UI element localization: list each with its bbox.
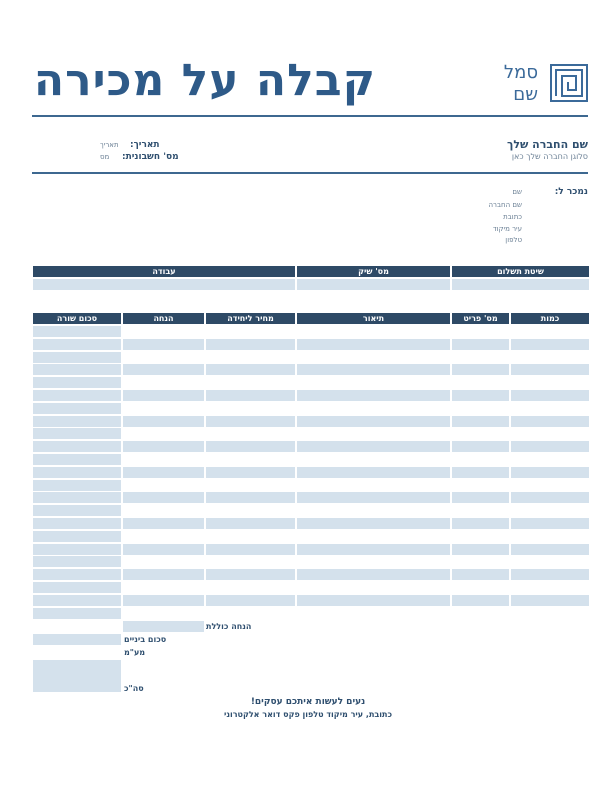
quantity-cell[interactable]: [511, 492, 589, 503]
line-total-cell[interactable]: [33, 582, 121, 593]
discount-cell[interactable]: [123, 390, 204, 401]
item-number-cell[interactable]: [452, 364, 509, 375]
description-cell[interactable]: [297, 339, 450, 350]
job-header: עבודה: [33, 266, 295, 277]
quantity-cell[interactable]: [511, 364, 589, 375]
line-total-cell[interactable]: [33, 608, 121, 619]
line-total-cell[interactable]: [33, 428, 121, 439]
description-cell[interactable]: [297, 569, 450, 580]
discount-header: הנחה: [123, 313, 204, 324]
description-cell[interactable]: [297, 390, 450, 401]
logo-line-1: סמל: [503, 62, 538, 83]
discount-cell[interactable]: [123, 416, 204, 427]
line-total-cell[interactable]: [33, 569, 121, 580]
maze-square-icon: [550, 64, 588, 102]
discount-cell[interactable]: [123, 518, 204, 529]
unit-price-header: מחיר ליחידה: [206, 313, 295, 324]
quantity-cell[interactable]: [511, 569, 589, 580]
item-number-header: מס' פריט: [452, 313, 509, 324]
date-value[interactable]: תאריך: [100, 141, 119, 149]
date-label: תאריך:: [130, 140, 160, 150]
line-total-cell[interactable]: [33, 467, 121, 478]
total-cell[interactable]: [33, 660, 121, 692]
job-cell[interactable]: [33, 279, 295, 290]
item-number-cell[interactable]: [452, 569, 509, 580]
unit-price-cell[interactable]: [206, 364, 295, 375]
description-cell[interactable]: [297, 595, 450, 606]
thank-you-message: נעים לעשות איתכם עסקים!: [250, 697, 366, 707]
unit-price-cell[interactable]: [206, 441, 295, 452]
sold-to-city-zip[interactable]: עיר מיקוד: [492, 225, 522, 233]
discount-cell[interactable]: [123, 441, 204, 452]
quantity-cell[interactable]: [511, 544, 589, 555]
quantity-cell[interactable]: [511, 390, 589, 401]
discount-cell[interactable]: [123, 492, 204, 503]
line-total-cell[interactable]: [33, 454, 121, 465]
sold-to-address[interactable]: כתובת: [503, 213, 522, 221]
unit-price-cell[interactable]: [206, 339, 295, 350]
line-total-cell[interactable]: [33, 492, 121, 503]
item-number-cell[interactable]: [452, 441, 509, 452]
logo-text: [504, 62, 538, 106]
description-cell[interactable]: [297, 441, 450, 452]
subtotal-cell[interactable]: [33, 634, 121, 645]
line-total-cell[interactable]: [33, 377, 121, 388]
discount-cell[interactable]: [123, 569, 204, 580]
total-discount-cell[interactable]: [123, 621, 204, 632]
item-number-cell[interactable]: [452, 416, 509, 427]
line-total-cell[interactable]: [33, 544, 121, 555]
description-cell[interactable]: [297, 544, 450, 555]
quantity-cell[interactable]: [511, 518, 589, 529]
total-label: סה"כ: [124, 684, 144, 693]
discount-cell[interactable]: [123, 467, 204, 478]
header-divider: [32, 115, 588, 117]
item-number-cell[interactable]: [452, 518, 509, 529]
line-total-cell[interactable]: [33, 403, 121, 414]
line-total-cell[interactable]: [33, 518, 121, 529]
payment-method-header: שיטת תשלום: [452, 266, 589, 277]
item-number-cell[interactable]: [452, 544, 509, 555]
quantity-cell[interactable]: [511, 441, 589, 452]
sold-to-name[interactable]: שם: [512, 188, 522, 196]
item-number-cell[interactable]: [452, 339, 509, 350]
unit-price-cell[interactable]: [206, 492, 295, 503]
description-header: תיאור: [297, 313, 450, 324]
description-cell[interactable]: [297, 518, 450, 529]
description-cell[interactable]: [297, 416, 450, 427]
discount-cell[interactable]: [123, 595, 204, 606]
discount-cell[interactable]: [123, 544, 204, 555]
quantity-cell[interactable]: [511, 467, 589, 478]
line-total-cell[interactable]: [33, 352, 121, 363]
quantity-cell[interactable]: [511, 339, 589, 350]
section-divider: [32, 172, 588, 174]
description-cell[interactable]: [297, 364, 450, 375]
line-total-cell[interactable]: [33, 595, 121, 606]
subtotal-label: סכום ביניים: [124, 635, 167, 644]
line-total-cell[interactable]: [33, 416, 121, 427]
quantity-cell[interactable]: [511, 416, 589, 427]
line-total-cell[interactable]: [33, 505, 121, 516]
description-cell[interactable]: [297, 492, 450, 503]
company-name: שם החברה שלך: [506, 138, 588, 151]
unit-price-cell[interactable]: [206, 467, 295, 478]
check-number-header: מס' שיק: [297, 266, 450, 277]
line-total-cell[interactable]: [33, 480, 121, 491]
line-total-cell[interactable]: [33, 556, 121, 567]
discount-cell[interactable]: [123, 364, 204, 375]
item-number-cell[interactable]: [452, 492, 509, 503]
check-number-cell[interactable]: [297, 279, 450, 290]
item-number-cell[interactable]: [452, 595, 509, 606]
line-total-header: סכום שורה: [33, 313, 121, 324]
payment-method-cell[interactable]: [452, 279, 589, 290]
page-title: קבלה על מכירה: [33, 55, 376, 106]
discount-cell[interactable]: [123, 339, 204, 350]
item-number-cell[interactable]: [452, 390, 509, 401]
footer-contact-info: כתובת, עיר מיקוד טלפון פקס דואר אלקטרוני: [223, 710, 393, 719]
line-total-cell[interactable]: [33, 339, 121, 350]
quantity-header: כמות: [511, 313, 589, 324]
item-number-cell[interactable]: [452, 467, 509, 478]
sold-to-phone[interactable]: טלפון: [505, 236, 522, 244]
logo-line-2: שם: [513, 84, 538, 105]
unit-price-cell[interactable]: [206, 544, 295, 555]
unit-price-cell[interactable]: [206, 390, 295, 401]
sold-to-company[interactable]: שם החברה: [488, 201, 522, 209]
line-total-cell[interactable]: [33, 364, 121, 375]
unit-price-cell[interactable]: [206, 595, 295, 606]
line-total-cell[interactable]: [33, 390, 121, 401]
unit-price-cell[interactable]: [206, 416, 295, 427]
unit-price-cell[interactable]: [206, 569, 295, 580]
vat-label: מע"מ: [124, 648, 146, 657]
invoice-number-value[interactable]: מס: [100, 153, 110, 161]
description-cell[interactable]: [297, 467, 450, 478]
quantity-cell[interactable]: [511, 595, 589, 606]
company-slogan: סלוגן החברה שלך כאן: [511, 152, 588, 161]
line-total-cell[interactable]: [33, 531, 121, 542]
line-total-cell[interactable]: [33, 326, 121, 337]
unit-price-cell[interactable]: [206, 518, 295, 529]
invoice-number-label: מס' חשבונית:: [122, 152, 179, 162]
sold-to-label: נמכר ל:: [554, 187, 588, 197]
line-total-cell[interactable]: [33, 441, 121, 452]
total-discount-label: הנחה כוללת: [206, 622, 252, 631]
